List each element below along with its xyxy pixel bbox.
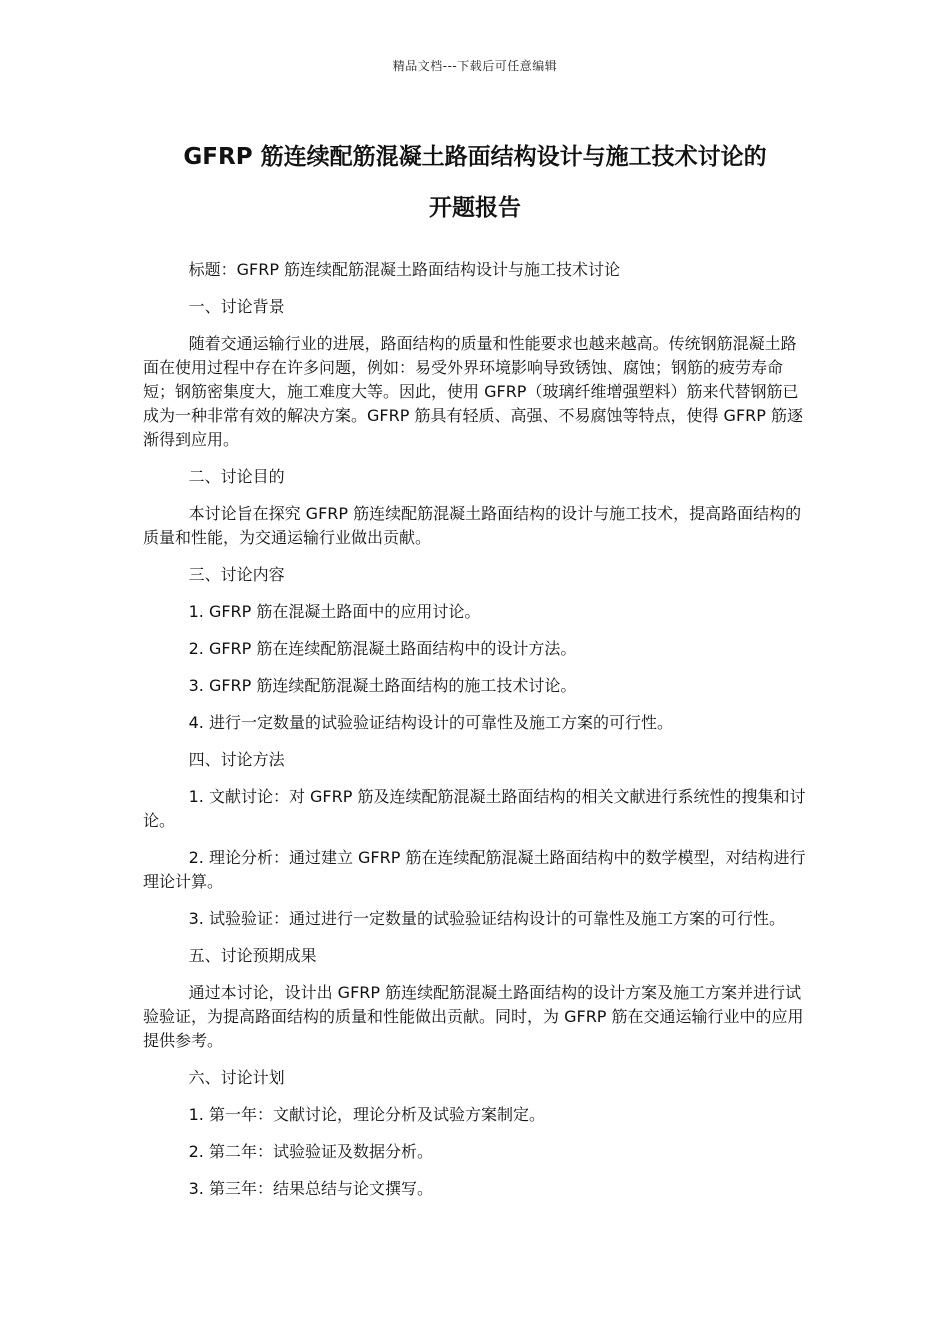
background-paragraph: 随着交通运输行业的进展，路面结构的质量和性能要求也越来越高。传统钢筋混凝土路面在使用过程中存在许多问题，例如：易受外界环境影响导致锈蚀、腐蚀；钢筋的疲劳寿命短；钢筋密集度大，施工难度大等。因此，使用 GFRP（玻璃纤维增强塑料）筋来代替钢筋已成为一种非常有效的解决方案。GFRP 筋具有轻质、高强、不易腐蚀等特点，使得 GFRP 筋逐渐得到应用。 (143, 334, 803, 449)
document-title (120, 132, 830, 234)
method-item-1: 1. 文献讨论：对 GFRP 筋及连续配筋混凝土路面结构的相关文献进行系统性的搜集和讨论。 (143, 787, 806, 830)
section-heading-background: 一、讨论背景 (188, 297, 285, 316)
section-heading-method: 四、讨论方法 (188, 750, 285, 769)
header-note: 精品文档---下载后可任意编辑 (392, 59, 558, 73)
outcomes-paragraph: 通过本讨论，设计出 GFRP 筋连续配筋混凝土路面结构的设计方案及施工方案并进行试验验证，为提高路面结构的质量和性能做出贡献。同时，为 GFRP 筋在交通运输行业中的应用提供参考。 (143, 983, 804, 1050)
plan-item-2: 2. 第二年：试验验证及数据分析。 (188, 1142, 433, 1161)
method-item-3: 3. 试验验证：通过进行一定数量的试验验证结构设计的可靠性及施工方案的可行性。 (188, 909, 785, 928)
purpose-paragraph: 本讨论旨在探究 GFRP 筋连续配筋混凝土路面结构的设计与施工技术，提高路面结构的质量和性能，为交通运输行业做出贡献。 (143, 504, 802, 547)
content-item-3: 3. GFRP 筋连续配筋混凝土路面结构的施工技术讨论。 (188, 676, 577, 695)
plan-item-1: 1. 第一年：文献讨论，理论分析及试验方案制定。 (188, 1105, 545, 1124)
section-heading-content: 三、讨论内容 (188, 565, 285, 584)
section-heading-plan: 六、讨论计划 (188, 1068, 285, 1087)
content-item-1: 1. GFRP 筋在混凝土路面中的应用讨论。 (188, 602, 481, 621)
subject-line: 标题：GFRP 筋连续配筋混凝土路面结构设计与施工技术讨论 (188, 260, 621, 279)
content-item-2: 2. GFRP 筋在连续配筋混凝土路面结构中的设计方法。 (188, 639, 577, 658)
title-line-1: GFRP 筋连续配筋混凝土路面结构设计与施工技术讨论的 (183, 144, 767, 170)
title-line-2: 开题报告 (429, 195, 521, 221)
content-item-4: 4. 进行一定数量的试验验证结构设计的可靠性及施工方案的可行性。 (188, 713, 673, 732)
method-item-2: 2. 理论分析：通过建立 GFRP 筋在连续配筋混凝土路面结构中的数学模型，对结构进行理论计算。 (143, 848, 806, 891)
section-heading-purpose: 二、讨论目的 (188, 467, 285, 486)
plan-item-3: 3. 第三年：结果总结与论文撰写。 (188, 1179, 433, 1198)
section-heading-outcomes: 五、讨论预期成果 (188, 946, 317, 965)
document-body (143, 258, 807, 1214)
